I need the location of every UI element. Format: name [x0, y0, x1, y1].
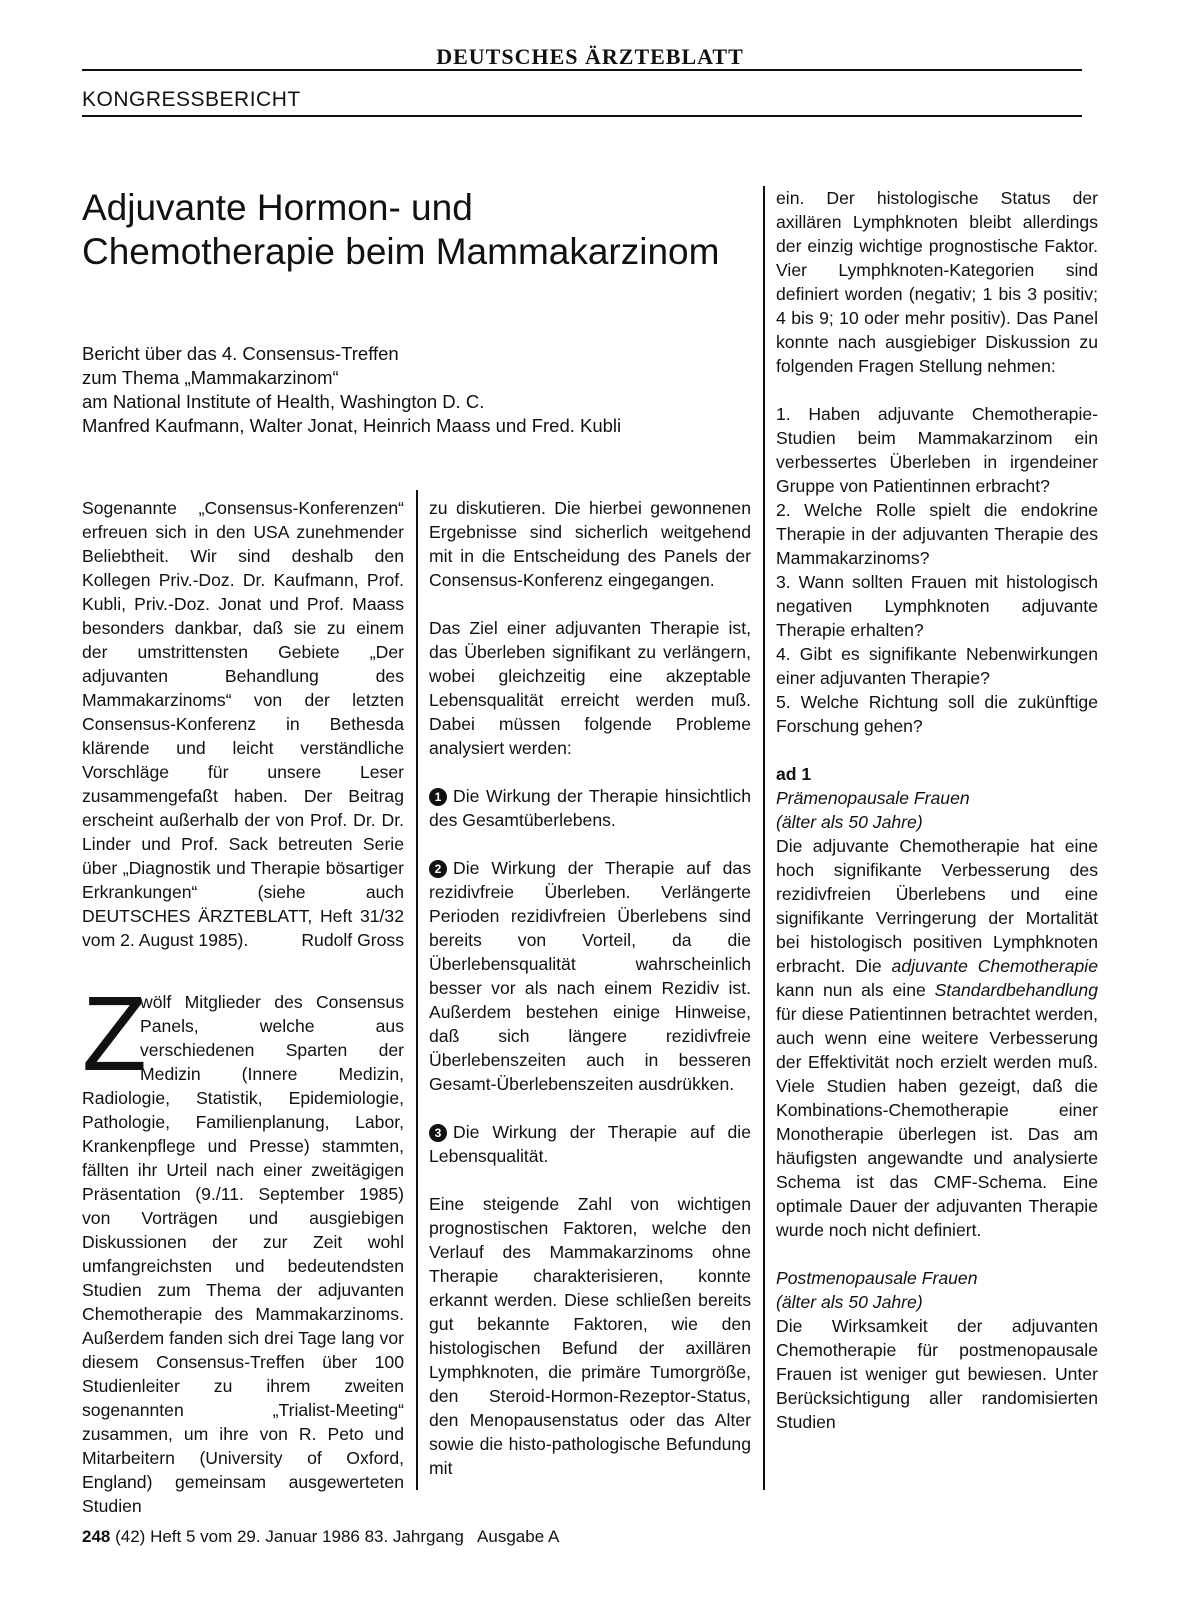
subsection-heading: ad 1 [776, 764, 812, 784]
masthead-rule [82, 69, 1082, 71]
body-paragraph: zu diskutieren. Die hierbei gewonnenen Ergebnisse sind sicherlich weitgehend mit in die Entscheidung des Panels der Consensus-Konferenz eingegangen. [429, 498, 751, 590]
problem-text: Die Wirkung der Therapie hinsichtlich des Gesamtüberlebens. [429, 786, 751, 830]
intro-text: Sogenannte „Consensus-Konferenzen“ erfreuen sich in den USA zunehmender Beliebtheit. Wir sind deshalb den Kollegen Priv.-Doz. Dr. Kaufmann, Prof. Kubli, Priv.-Doz. Jonat und Prof. Maass besonders dankbar, daß sie zu einem der umstrittensten Gebiete „Der adjuvanten Behandlung des Mammakarzinoms“ von der letzten Consensus-Konferenz in Bethesda klärende und leicht verständliche Vorschläge für unsere Leser zusammengefaßt haben. Der Beitrag erscheint außerhalb der von Prof. Dr. Dr. Linder und Prof. Sack betreuten Serie über „Diagnostik und Therapie bösartiger Erkrankungen“ (siehe auch DEUTSCHES ÄRZTEBLATT, Heft 31/32 vom 2. August 1985). [82, 498, 404, 950]
article-subtitle [82, 342, 742, 438]
section-label: KONGRESSBERICHT [82, 88, 301, 111]
subsection-subheading: (älter als 50 Jahre) [776, 1292, 923, 1312]
issue-info: (42) Heft 5 vom 29. Januar 1986 83. Jahrgang Ausgabe A [115, 1527, 560, 1546]
question-item: 5. Welche Richtung soll die zukünftige Forschung gehen? [776, 692, 1098, 736]
page-footer [82, 1527, 559, 1547]
number-badge: 3 [429, 1124, 447, 1142]
section-rule [82, 115, 1082, 117]
subsection-subheading: Prämenopausale Frauen [776, 788, 970, 808]
body-paragraph: ein. Der histologische Status der axillären Lymphknoten bleibt allerdings der einzig wichtige prognostische Faktor. Vier Lymphknoten-Kategorien sind definiert worden (negativ; 1 bis 3 positiv; 4 bis 9; 10 oder mehr positiv). Das Panel konnte nach ausgiebiger Diskussion zu folgenden Fragen Stellung nehmen: [776, 188, 1098, 376]
body-paragraph-text: wölf Mitglieder des Consensus Panels, welche aus verschiedenen Sparten der Medizin (Innere Medizin, Radiologie, Statistik, Epidemiologie, Pathologie, Familienplanung, Labor, Krankenpflege und Presse) stammten, fällten ihr Urteil nach einer zweitägigen Präsentation (9./11. September 1985) von Vorträgen und ausgiebigen Diskussionen der zur Zeit wohl umfangreichsten und bedeutendsten Studien zum Thema der adjuvanten Chemotherapie des Mammakarzinoms. Außerdem fanden sich drei Tage lang vor diesem Consensus-Treffen über 100 Studienleiter zu ihrem zweiten sogenannten „Trialist-Meeting“ zusammen, um ihre von R. Peto und Mitarbeitern (University of Oxford, England) gemeinsam ausgewerteten Studien [82, 992, 404, 1516]
number-badge: 1 [429, 788, 447, 806]
emphasis: adjuvante Chemotherapie [891, 956, 1098, 976]
problem-item [429, 1120, 751, 1168]
subtitle-line: am National Institute of Health, Washington D. C. [82, 391, 485, 412]
intro-signature: Rudolf Gross [301, 930, 404, 950]
column-3 [776, 186, 1098, 1434]
subsection-subheading: (älter als 50 Jahre) [776, 812, 923, 832]
column-2 [429, 496, 751, 1480]
body-paragraph: Eine steigende Zahl von wichtigen prognostischen Faktoren, welche den Verlauf des Mammakarzinoms ohne Therapie charakterisieren, konnte erkannt werden. Diese schließen bereits gut bekannte Faktoren, wie den histologischen Befund der axillären Lymphknoten, die primäre Tumorgröße, den Steroid-Hormon-Rezeptor-Status, den Menopausenstatus oder das Alter sowie die histo-pathologische Befundung mit [429, 1194, 751, 1478]
body-paragraph: Die Wirksamkeit der adjuvanten Chemotherapie für postmenopausale Frauen ist weniger gut bewiesen. Unter Berücksichtigung aller randomisierten Studien [776, 1316, 1098, 1432]
masthead: DEUTSCHES ÄRZTEBLATT [436, 44, 744, 69]
problem-text: Die Wirkung der Therapie auf die Lebensqualität. [429, 1122, 751, 1166]
subtitle-line: zum Thema „Mammakarzinom“ [82, 367, 339, 388]
column-divider [416, 490, 418, 1490]
problem-text: Die Wirkung der Therapie auf das rezidivfreie Überleben. Verlängerte Perioden rezidivfreien Überlebens sind bereits von Vorteil, da die Überlebensqualität wahrscheinlich besser vor als nach einem Rezidiv ist. Außerdem bestehen einige Hinweise, daß sich längere rezidivfreie Überlebenszeiten auch in besseren Gesamt-Überlebenszeiten ausdrükken. [429, 858, 751, 1094]
column-1 [82, 496, 404, 1518]
article-title: Adjuvante Hormon- und Chemotherapie beim Mammakarzinom [82, 187, 720, 272]
question-item: 2. Welche Rolle spielt die endokrine Therapie in der adjuvanten Therapie des Mammakarzinoms? [776, 500, 1098, 568]
subsection-subheading: Postmenopausale Frauen [776, 1268, 978, 1288]
body-paragraph: Das Ziel einer adjuvanten Therapie ist, das Überleben signifikant zu verlängern, wobei gleichzeitig eine akzeptable Lebensqualität erreicht werden muß. Dabei müssen folgende Probleme analysiert werden: [429, 618, 751, 758]
dropcap: Z [82, 975, 147, 1093]
question-item: 1. Haben adjuvante Chemotherapie-Studien beim Mammakarzinom ein verbessertes Überleben in irgendeiner Gruppe von Patientinnen erbracht? [776, 404, 1098, 496]
author-line: Manfred Kaufmann, Walter Jonat, Heinrich Maass und Fred. Kubli [82, 415, 622, 436]
body-text: Die adjuvante Chemotherapie hat eine hoch signifikante Verbesserung des rezidivfreien Überlebens und eine signifikante Verringerung der Mortalität bei histologisch positiven Lymphknoten erbracht. Die [776, 836, 1098, 976]
problem-item [429, 856, 751, 1096]
subtitle-line: Bericht über das 4. Consensus-Treffen [82, 343, 399, 364]
number-badge: 2 [429, 860, 447, 878]
column-divider [763, 186, 765, 1490]
emphasis: Standardbehandlung [934, 980, 1098, 1000]
question-item: 4. Gibt es signifikante Nebenwirkungen einer adjuvanten Therapie? [776, 644, 1098, 688]
body-text: für diese Patientinnen betrachtet werden, auch wenn eine weitere Verbesserung der Effektivität noch erzielt werden muß. Viele Studien haben gezeigt, daß die Kombinations-Chemotherapie einer Monotherapie überlegen ist. Das am häufigsten angewandte und analysierte Schema ist das CMF-Schema. Eine optimale Dauer der adjuvanten Therapie wurde noch nicht definiert. [776, 1004, 1098, 1240]
body-paragraph [776, 834, 1098, 1242]
body-text: kann nun als eine [776, 980, 935, 1000]
body-paragraph [82, 975, 404, 1518]
page-number: 248 [82, 1527, 111, 1546]
question-item: 3. Wann sollten Frauen mit histologisch negativen Lymphknoten adjuvante Therapie erhalten? [776, 572, 1098, 640]
problem-item [429, 784, 751, 832]
